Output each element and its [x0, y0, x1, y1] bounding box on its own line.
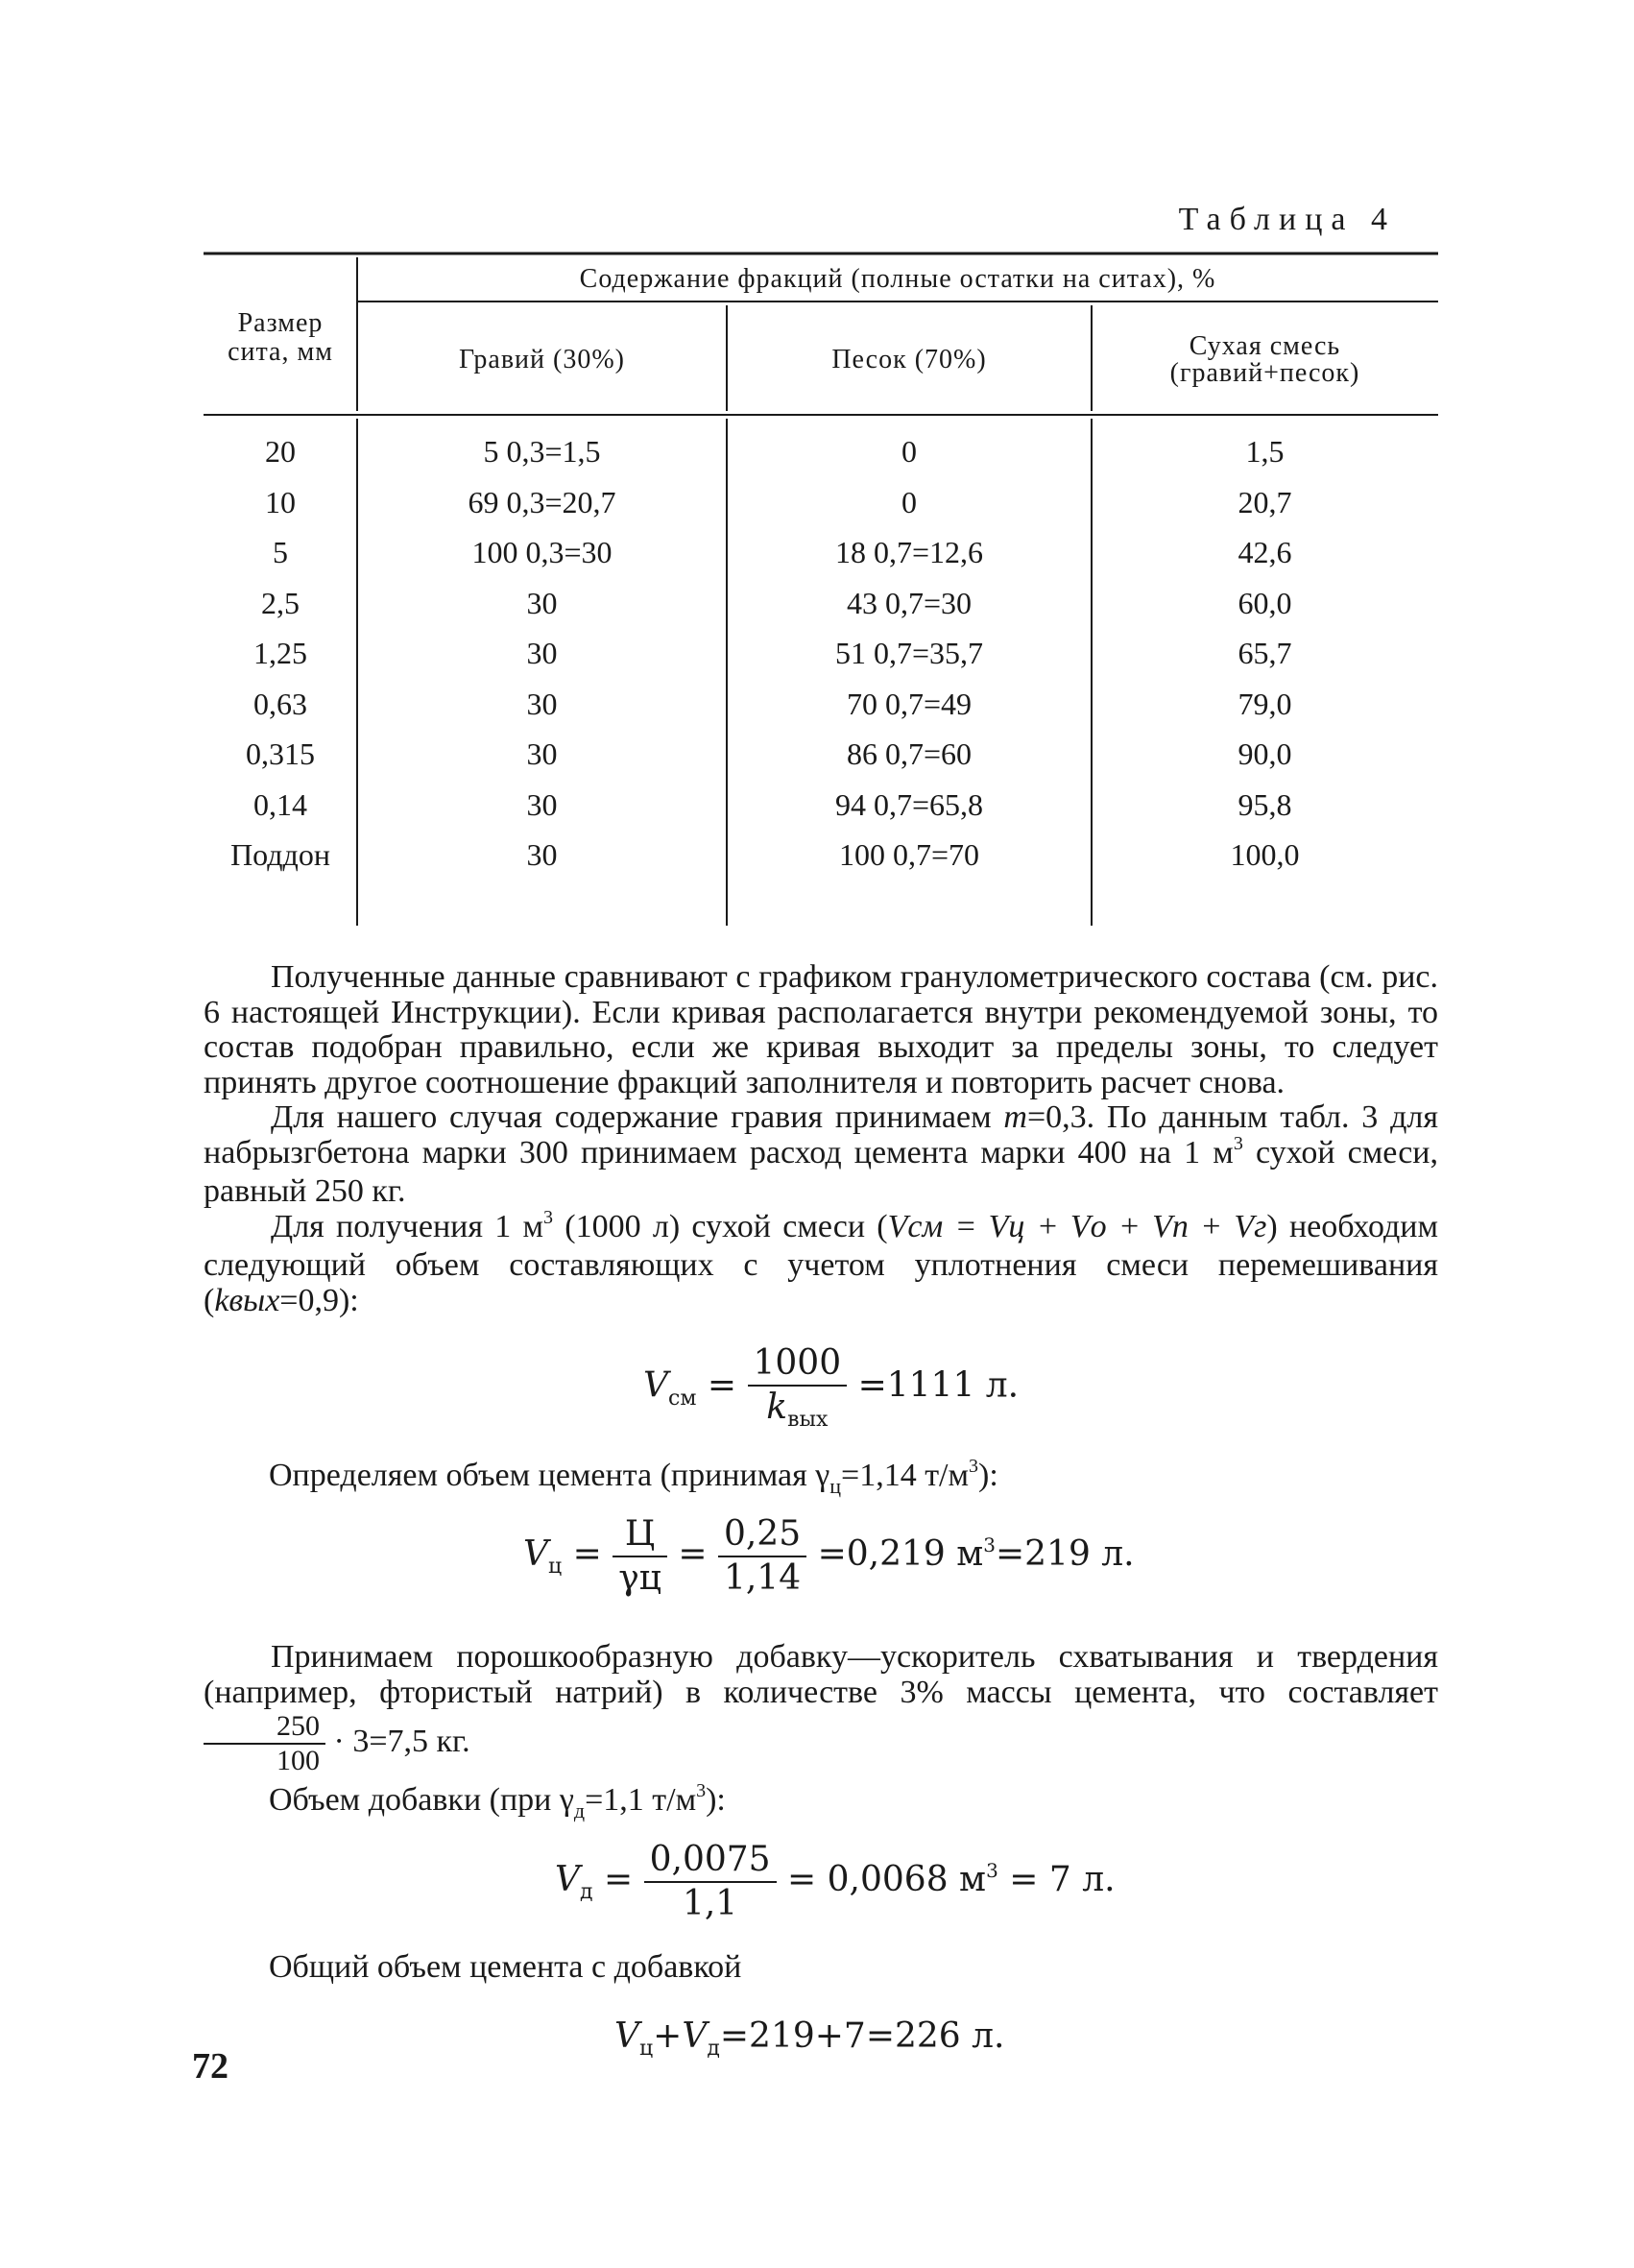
cell-mix: 90,0 — [1238, 736, 1292, 771]
page-number: 72 — [192, 2046, 228, 2087]
cell-sand: 86 0,7=60 — [846, 736, 973, 771]
paragraph-additive — [204, 1640, 1438, 1777]
cell-sand: 18 0,7=12,6 — [834, 535, 984, 569]
cell-gravel: 5 0,3=1,5 — [483, 434, 601, 469]
data-table — [204, 252, 1438, 929]
header-sieve-size: Размер сита, мм — [228, 308, 333, 367]
cell-sieve: 0,315 — [246, 736, 315, 771]
header-dry-mix: Сухая смесь — [1189, 331, 1341, 361]
cell-sand: 51 0,7=35,7 — [834, 636, 984, 670]
cell-gravel: 30 — [526, 585, 558, 620]
cell-mix: 95,8 — [1238, 786, 1292, 822]
paragraph-comparison — [204, 960, 1438, 1318]
cell-mix: 42,6 — [1238, 535, 1292, 569]
header-fraction-content: Содержание фракций (полные остатки на ситах), % — [579, 264, 1216, 294]
header-dry-mix-sub: (гравий+песок) — [1169, 358, 1360, 388]
cell-mix: 100,0 — [1230, 837, 1300, 872]
paragraph-5: Принимаем порошкообразную добавку—ускоритель схватывания и твердения (например, фтористый натрий) в количестве 3% массы цемента, что составляет $\frac{250}{100}$ · 3=7,5 кг. — [204, 1639, 1438, 1776]
paragraph-6: Объем добавки (при $\gamma_д=1,1$ $т/м^3$): — [269, 1780, 726, 1822]
header-sand: Песок (70%) — [831, 345, 987, 374]
cell-sieve: 20 — [265, 434, 296, 469]
cell-sand: 43 0,7=30 — [846, 585, 973, 620]
paragraph-7: Общий объем цемента с добавкой — [269, 1949, 742, 1985]
cell-gravel: 100 0,3=30 — [471, 535, 613, 569]
cell-mix: 60,0 — [1238, 585, 1292, 620]
cell-sand: 100 0,7=70 — [838, 837, 980, 872]
paragraph-3: Для получения 1 $м^3$ (1000 л) сухой смеси (Vсм = Vц + Vо + Vп + Vг) необходим следующий объем составляющих с учетом уплотнения смеси перемешивания (kвых=0,9): — [204, 1206, 1438, 1318]
cell-mix: 20,7 — [1238, 484, 1292, 519]
paragraph-4: Определяем объем цемента (принимая $\gamma_ц=1,14$ $т/м^3$): — [269, 1456, 998, 1498]
cell-mix: 1,5 — [1245, 434, 1285, 469]
cell-sand: 70 0,7=49 — [846, 686, 973, 721]
cell-sieve: 0,63 — [253, 686, 307, 721]
header-gravel: Гравий (30%) — [458, 345, 625, 374]
cell-gravel: 30 — [526, 837, 558, 872]
cell-sieve: 2,5 — [261, 585, 300, 620]
cell-sand: 0 — [901, 484, 917, 519]
formula-total-volume: $V_ц+V_д=219+7=226$ л. — [614, 2016, 1005, 2061]
formula-cement-volume: $V_ц$ = $\frac{Ц}{\gamma ц}$ = $\frac{0,25}{1,14}$ =0,219 $м^3=219$ л. — [523, 1514, 1135, 1598]
cell-gravel: 30 — [526, 636, 558, 670]
cell-mix: 79,0 — [1238, 686, 1292, 721]
formula-mix-volume: $V_{см}$ = $\frac{1000}{k_{вых}}$ =1111 л. — [643, 1343, 1020, 1432]
cell-sieve: Поддон — [230, 837, 330, 872]
paragraph-2: Для нашего случая содержание гравия принимаем m=0,3. По данным табл. 3 для набрызгбетона марки 300 принимаем расход цемента марки 400 на 1 $м^3$ сухой смеси, равный 250 кг. — [204, 1099, 1439, 1209]
cell-sieve: 0,14 — [253, 786, 307, 822]
cell-gravel: 30 — [526, 736, 558, 771]
cell-gravel: 30 — [526, 686, 558, 721]
cell-sand: 94 0,7=65,8 — [834, 786, 984, 822]
cell-gravel: 30 — [526, 786, 558, 822]
cell-sand: 0 — [901, 434, 917, 469]
cell-sieve: 5 — [273, 535, 288, 569]
cell-sieve: 10 — [265, 484, 296, 519]
cell-sieve: 1,25 — [253, 636, 307, 670]
paragraph-1: Полученные данные сравнивают с графиком гранулометрического состава (см. рис. 6 настоящей Инструкции). Если кривая располагается внутри рекомендуемой зоны, то состав подобран правильно, если же кривая выходит за пределы зоны, то следует принять другое соотношение фракций заполнителя и повторить расчет снова. — [204, 959, 1438, 1100]
cell-gravel: 69 0,3=20,7 — [468, 484, 616, 519]
table-caption: Таблица 4 — [1178, 202, 1396, 237]
cell-mix: 65,7 — [1238, 636, 1292, 670]
formula-additive-volume: $V_д$ = $\frac{0,0075}{1,1}$ = 0,0068 $м^3 = 7$ л. — [555, 1840, 1116, 1923]
